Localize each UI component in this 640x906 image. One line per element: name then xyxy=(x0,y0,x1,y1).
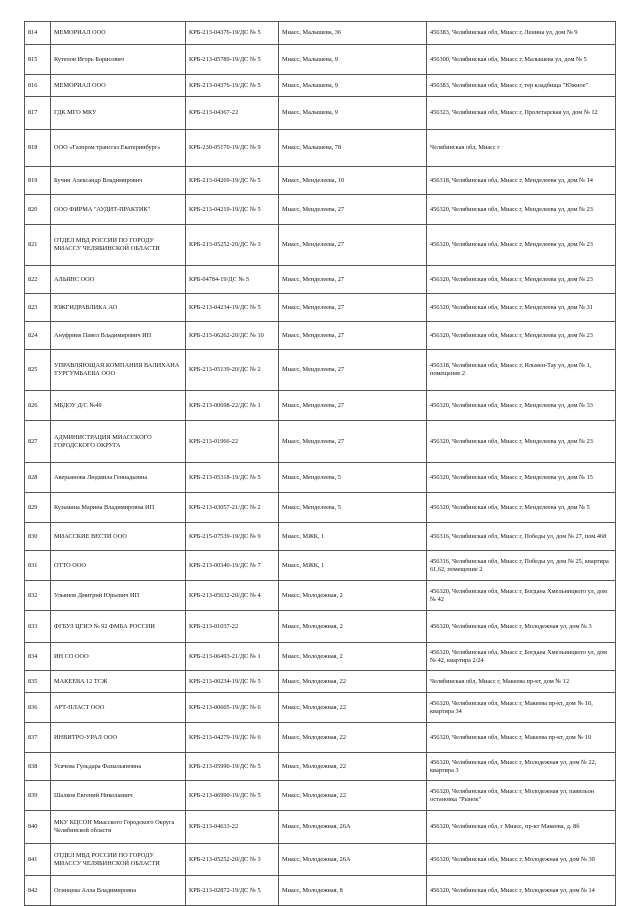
object-address-cell: Миасс, Менделеева, 27 xyxy=(279,195,427,225)
table-row xyxy=(25,876,616,906)
table-row xyxy=(25,671,616,693)
table-row xyxy=(25,130,616,167)
table-row xyxy=(25,45,616,75)
organization-name-cell: МАКЕЕВА 12 ТСЖ xyxy=(51,671,186,693)
registration-number-cell: КРБ-213-04376-19/ДС № 5 xyxy=(186,22,279,45)
registration-number-cell: КРБ-213-04269-19/ДС № 5 xyxy=(186,167,279,195)
table-row xyxy=(25,493,616,523)
row-number-cell: 832 xyxy=(25,581,51,611)
table-row xyxy=(25,75,616,97)
row-number-cell: 827 xyxy=(25,421,51,463)
registration-number-cell: КРБ-213-00234-19/ДС № 5 xyxy=(186,671,279,693)
legal-address-cell: 456320, Челябинская обл, Миасс г, Богдана Хмельницкого ул, дом № 42 xyxy=(427,581,616,611)
organization-name-cell: Ульянов Дмитрий Юрьевич ИП xyxy=(51,581,186,611)
organization-name-cell: МЕМОРИАЛ ООО xyxy=(51,75,186,97)
organization-name-cell: МЕМОРИАЛ ООО xyxy=(51,22,186,45)
organization-name-cell: ЮЖГИДРАВЛИКА АО xyxy=(51,294,186,322)
table-row xyxy=(25,322,616,350)
legal-address-cell: 456320, Челябинская обл, Миасс г, Макеева пр-кт, дом № 10, квартира 34 xyxy=(427,693,616,723)
object-address-cell: Миасс, МЖК, 1 xyxy=(279,523,427,551)
row-number-cell: 817 xyxy=(25,97,51,130)
object-address-cell: Миасс, Менделеева, 5 xyxy=(279,493,427,523)
table-row xyxy=(25,350,616,391)
registration-number-cell: КРБ-213-03057-21/ДС № 2 xyxy=(186,493,279,523)
row-number-cell: 831 xyxy=(25,551,51,581)
legal-address-cell: 456320, Челябинская обл, Миасс г, Менделеева ул, дом № 23 xyxy=(427,225,616,266)
organization-name-cell: Кутепов Игорь Борисович xyxy=(51,45,186,75)
object-address-cell: Миасс, Молодежная, 2 xyxy=(279,643,427,671)
registration-number-cell: КРБ-213-05789-19/ДС № 5 xyxy=(186,45,279,75)
object-address-cell: Миасс, Менделеева, 10 xyxy=(279,167,427,195)
row-number-cell: 836 xyxy=(25,693,51,723)
row-number-cell: 822 xyxy=(25,266,51,294)
legal-address-cell: 456320, Челябинская обл, Миасс г, Менделеева ул, дом № 23 xyxy=(427,322,616,350)
legal-address-cell: 456323, Челябинская обл, Миасс г, Пролетарская ул, дом № 12 xyxy=(427,97,616,130)
object-address-cell: Миасс, Молодежная, 22 xyxy=(279,693,427,723)
organization-name-cell: Осинцева Алла Владимировна xyxy=(51,876,186,906)
legal-address-cell: 456320, Челябинская обл, Миасс г, Менделеева ул, дом № 15 xyxy=(427,463,616,493)
row-number-cell: 839 xyxy=(25,781,51,811)
legal-address-cell: 456320, Челябинская обл, Миасс г, Богдана Хмельницкого ул, дом № 42, квартира 2/24 xyxy=(427,643,616,671)
row-number-cell: 824 xyxy=(25,322,51,350)
object-address-cell: Миасс, Малышева, 9 xyxy=(279,45,427,75)
registration-number-cell: КРБ-213-06493-21/ДС № 1 xyxy=(186,643,279,671)
table-row xyxy=(25,294,616,322)
legal-address-cell: 456320, Челябинская обл, Миасс г, Молодежная ул, дом № 3 xyxy=(427,611,616,643)
table-row xyxy=(25,781,616,811)
table-row xyxy=(25,225,616,266)
organization-name-cell: УПРАВЛЯЮЩАЯ КОМПАНИЯ ВАЛИХАНА ТУРГУМБАЕВА ООО xyxy=(51,350,186,391)
organization-name-cell: ООО ФИРМА "АУДИТ-ПРАКТИК" xyxy=(51,195,186,225)
object-address-cell: Миасс, Менделеева, 27 xyxy=(279,225,427,266)
table-row xyxy=(25,844,616,876)
legal-address-cell: 456320, Челябинская обл, Миасс г, Молодежная ул, павильон остановка "Рынок" xyxy=(427,781,616,811)
legal-address-cell: Челябинская обл, Миасс г, Макеева пр-кт, дом № 12 xyxy=(427,671,616,693)
registration-number-cell: КРБ-213-06990-19/ДС № 5 xyxy=(186,781,279,811)
row-number-cell: 840 xyxy=(25,811,51,844)
legal-address-cell: 456320, Челябинская обл, г Миасс, пр-кт Макеева, д. 8б xyxy=(427,811,616,844)
object-address-cell: Миасс, Молодежная, 22 xyxy=(279,753,427,781)
registration-number-cell: КРБ-213-00698-22/ДС № 1 xyxy=(186,391,279,421)
table-row xyxy=(25,167,616,195)
registration-number-cell: КРБ-230-05170-19/ДС № 9 xyxy=(186,130,279,167)
registration-number-cell: КРБ-213-04219-19/ДС № 5 xyxy=(186,195,279,225)
organization-name-cell: МИАССКИЕ ВЕСТИ ООО xyxy=(51,523,186,551)
row-number-cell: 835 xyxy=(25,671,51,693)
organization-name-cell: Усачева Гульдара Фазыльяновна xyxy=(51,753,186,781)
row-number-cell: 842 xyxy=(25,876,51,906)
organization-name-cell: МКУ КЦСОН Миасского Городского Округа Челябинской области xyxy=(51,811,186,844)
registration-number-cell: КРБ-213-05318-19/ДС № 5 xyxy=(186,463,279,493)
object-address-cell: Миасс, Менделеева, 5 xyxy=(279,463,427,493)
object-address-cell: Миасс, Молодежная, 22 xyxy=(279,671,427,693)
row-number-cell: 837 xyxy=(25,723,51,753)
row-number-cell: 821 xyxy=(25,225,51,266)
row-number-cell: 826 xyxy=(25,391,51,421)
organization-name-cell: АЛЬЯНС ООО xyxy=(51,266,186,294)
table-row xyxy=(25,551,616,581)
organization-name-cell: ОТДЕЛ МВД РОССИИ ПО ГОРОДУ МИАССУ ЧЕЛЯБИНСКОЙ ОБЛАСТИ xyxy=(51,844,186,876)
legal-address-cell: 456300, Челябинская обл, Миасс г, Малышева ул, дом № 5 xyxy=(427,45,616,75)
legal-address-cell: 456320, Челябинская обл, Миасс г, Молодежная ул, дом № 14 xyxy=(427,876,616,906)
table-row xyxy=(25,581,616,611)
table-row xyxy=(25,266,616,294)
registration-number-cell: КРБ-213-04376-19/ДС № 5 xyxy=(186,75,279,97)
organization-name-cell: ОТТО ООО xyxy=(51,551,186,581)
registration-number-cell: КРБ-213-05252-20/ДС № 3 xyxy=(186,225,279,266)
row-number-cell: 833 xyxy=(25,611,51,643)
object-address-cell: Миасс, Молодежная, 2 xyxy=(279,581,427,611)
organization-name-cell: Ануфриев Павел Владимирович ИП xyxy=(51,322,186,350)
legal-address-cell: 456320, Челябинская обл, Миасс г, Макеева пр-кт, дом № 10 xyxy=(427,723,616,753)
legal-address-cell: 456320, Челябинская обл, Миасс г, Менделеева ул, дом № 31 xyxy=(427,294,616,322)
organization-name-cell: ООО «Газпром трансгаз Екатеринбург» xyxy=(51,130,186,167)
organization-name-cell: ИНВИТРО-УРАЛ ООО xyxy=(51,723,186,753)
object-address-cell: Миасс, Молодежная, 22 xyxy=(279,781,427,811)
legal-address-cell: 456316, Челябинская обл, Миасс г, Победы ул, дом № 27, пом.468 xyxy=(427,523,616,551)
registration-number-cell: КРБ-213-05139-20/ДС № 2 xyxy=(186,350,279,391)
organization-name-cell: МБДОУ Д/С №49 xyxy=(51,391,186,421)
object-address-cell: Миасс, МЖК, 1 xyxy=(279,551,427,581)
row-number-cell: 819 xyxy=(25,167,51,195)
row-number-cell: 820 xyxy=(25,195,51,225)
table-row xyxy=(25,693,616,723)
registration-number-cell: КРБ-213-04633-22 xyxy=(186,811,279,844)
object-address-cell: Миасс, Менделеева, 27 xyxy=(279,421,427,463)
legal-address-cell: 456320, Челябинская обл, Миасс г, Менделеева ул, дом № 23 xyxy=(427,421,616,463)
registration-number-cell: КРБ-213-05252-20/ДС № 3 xyxy=(186,844,279,876)
object-address-cell: Миасс, Малышева, 78 xyxy=(279,130,427,167)
table-row xyxy=(25,811,616,844)
row-number-cell: 841 xyxy=(25,844,51,876)
object-address-cell: Миасс, Молодежная, 2 xyxy=(279,611,427,643)
organization-name-cell: ИН СО ООО xyxy=(51,643,186,671)
registry-sheet xyxy=(24,21,615,906)
registry-table-body xyxy=(25,22,616,906)
object-address-cell: Миасс, Менделеева, 27 xyxy=(279,391,427,421)
table-row xyxy=(25,723,616,753)
registration-number-cell: КРБ-213-05990-19/ДС № 5 xyxy=(186,753,279,781)
organization-name-cell: Кузьмина Марина Владимировна ИП xyxy=(51,493,186,523)
legal-address-cell: 456320, Челябинская обл, Миасс г, Молодежная ул, дом № 30 xyxy=(427,844,616,876)
registration-number-cell: КРБ-213-04279-19/ДС № 6 xyxy=(186,723,279,753)
legal-address-cell: Челябинская обл, Миасс г xyxy=(427,130,616,167)
object-address-cell: Миасс, Менделеева, 27 xyxy=(279,294,427,322)
object-address-cell: Миасс, Молодежная, 26А xyxy=(279,844,427,876)
legal-address-cell: 456383, Челябинская обл, Миасс г, тер кладбища "Южное" xyxy=(427,75,616,97)
table-row xyxy=(25,523,616,551)
row-number-cell: 825 xyxy=(25,350,51,391)
legal-address-cell: 456320, Челябинская обл, Миасс г, Менделеева ул, дом № 23 xyxy=(427,266,616,294)
table-row xyxy=(25,421,616,463)
registration-number-cell: КРБ-213-00340-19/ДС № 7 xyxy=(186,551,279,581)
legal-address-cell: 456316, Челябинская обл, Миасс г, Победы ул, дом № 25, квартира 61,62, помещение 2 xyxy=(427,551,616,581)
registration-number-cell: КРБ-213-01037-22 xyxy=(186,611,279,643)
registration-number-cell: КРБ-213-04367-22 xyxy=(186,97,279,130)
object-address-cell: Миасс, Молодежная, 22 xyxy=(279,723,427,753)
registry-table xyxy=(24,21,616,906)
table-row xyxy=(25,391,616,421)
legal-address-cell: 456320, Челябинская обл, Миасс г, Молодежная ул, дом № 22, квартира 3 xyxy=(427,753,616,781)
legal-address-cell: 456318, Челябинская обл, Миасс г, Менделеева ул, дом № 14 xyxy=(427,167,616,195)
registration-number-cell: КРБ-215-07539-19/ДС № 9 xyxy=(186,523,279,551)
table-row xyxy=(25,611,616,643)
legal-address-cell: 456320, Челябинская обл, Миасс г, Менделеева ул, дом № 23 xyxy=(427,195,616,225)
registration-number-cell: КРБ-213-05632-20/ДС № 4 xyxy=(186,581,279,611)
registration-number-cell: КРБ-04784-19/ДС № 5 xyxy=(186,266,279,294)
organization-name-cell: Аверьянова Людмила Геннадьевна xyxy=(51,463,186,493)
organization-name-cell: ОТДЕЛ МВД РОССИИ ПО ГОРОДУ МИАССУ ЧЕЛЯБИНСКОЙ ОБЛАСТИ xyxy=(51,225,186,266)
table-row xyxy=(25,22,616,45)
organization-name-cell: АРТ-ПЛАСТ ООО xyxy=(51,693,186,723)
object-address-cell: Миасс, Малышева, 9 xyxy=(279,97,427,130)
legal-address-cell: 456318, Челябинская обл, Миасс г, Ильмен-Тау ул, дом № 1, помещение 2 xyxy=(427,350,616,391)
object-address-cell: Миасс, Менделеева, 27 xyxy=(279,266,427,294)
legal-address-cell: 456383, Челябинская обл, Миасс г, Ленина ул, дом № 9 xyxy=(427,22,616,45)
row-number-cell: 834 xyxy=(25,643,51,671)
legal-address-cell: 456320, Челябинская обл, Миасс г, Менделеева ул, дом № 5 xyxy=(427,493,616,523)
row-number-cell: 814 xyxy=(25,22,51,45)
registration-number-cell: КРБ-213-04234-19/ДС № 5 xyxy=(186,294,279,322)
organization-name-cell: АДМИНИСТРАЦИЯ МИАССКОГО ГОРОДСКОГО ОКРУГА xyxy=(51,421,186,463)
table-row xyxy=(25,643,616,671)
organization-name-cell: Бучин Александр Владимирович xyxy=(51,167,186,195)
row-number-cell: 828 xyxy=(25,463,51,493)
registration-number-cell: КРБ-213-06262-20/ДС № 10 xyxy=(186,322,279,350)
row-number-cell: 816 xyxy=(25,75,51,97)
row-number-cell: 818 xyxy=(25,130,51,167)
row-number-cell: 815 xyxy=(25,45,51,75)
object-address-cell: Миасс, Малышева, 9 xyxy=(279,75,427,97)
row-number-cell: 829 xyxy=(25,493,51,523)
table-row xyxy=(25,97,616,130)
object-address-cell: Миасс, Молодежная, 26А xyxy=(279,811,427,844)
table-row xyxy=(25,195,616,225)
object-address-cell: Миасс, Менделеева, 27 xyxy=(279,322,427,350)
object-address-cell: Миасс, Менделеева, 27 xyxy=(279,350,427,391)
row-number-cell: 830 xyxy=(25,523,51,551)
object-address-cell: Миасс, Малышева, 36 xyxy=(279,22,427,45)
registration-number-cell: КРБ-213-01966-22 xyxy=(186,421,279,463)
table-row xyxy=(25,753,616,781)
row-number-cell: 838 xyxy=(25,753,51,781)
registration-number-cell: КРБ-213-02872-19/ДС № 5 xyxy=(186,876,279,906)
table-row xyxy=(25,463,616,493)
row-number-cell: 823 xyxy=(25,294,51,322)
registration-number-cell: КРБ-213-00605-19/ДС № 6 xyxy=(186,693,279,723)
object-address-cell: Миасс, Молодежная, 8 xyxy=(279,876,427,906)
legal-address-cell: 456320, Челябинская обл, Миасс г, Менделеева ул, дом № 33 xyxy=(427,391,616,421)
organization-name-cell: ГДК МГО МКУ xyxy=(51,97,186,130)
organization-name-cell: ФГБУЗ ЦГИЭ № 92 ФМБА РОССИИ xyxy=(51,611,186,643)
organization-name-cell: Шалков Евгений Николаевич xyxy=(51,781,186,811)
